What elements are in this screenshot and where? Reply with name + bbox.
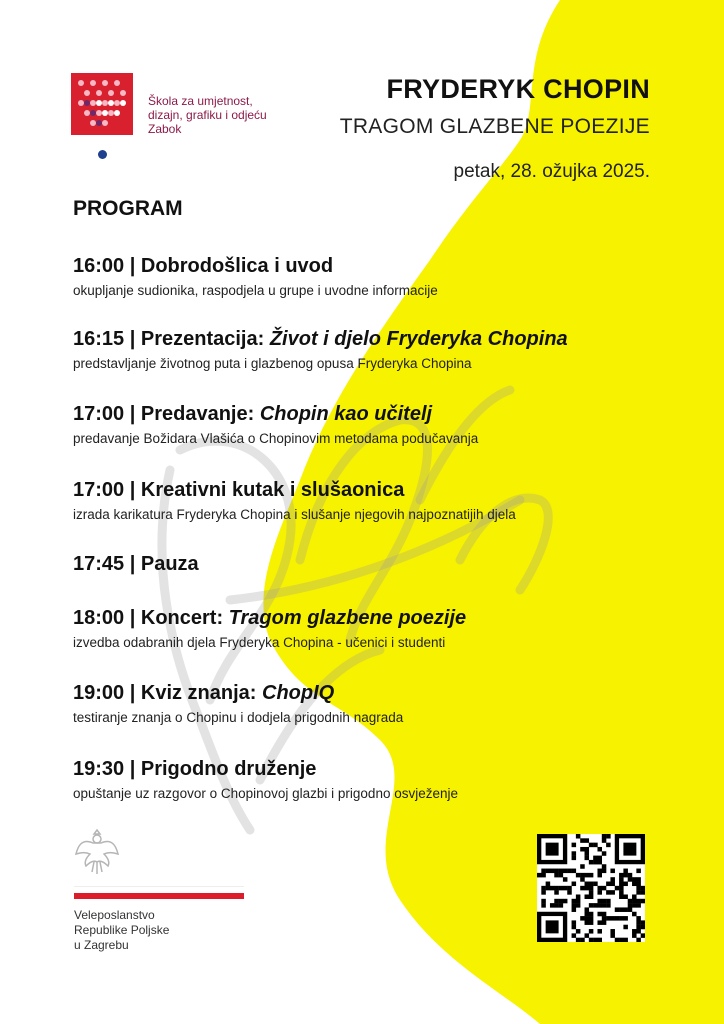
flag-white-stripe — [74, 886, 244, 893]
program-item — [73, 401, 673, 448]
logo-dot-pattern-icon — [71, 73, 133, 135]
program-item — [73, 605, 673, 652]
program-item-title: 19:00 | Kviz znanja: ChopIQ — [73, 682, 335, 704]
program-item — [73, 326, 673, 373]
program-item-desc: izvedba odabranih djela Fryderyka Chopina - učenici i studenti — [73, 635, 446, 650]
program-item — [73, 253, 673, 300]
embassy-line: Republike Poljske — [74, 923, 170, 937]
embassy-name — [74, 908, 224, 953]
program-item-title: 17:45 | Pauza — [73, 553, 199, 575]
qr-code-icon — [537, 834, 645, 942]
program-item-desc: testiranje znanja o Chopinu i dodjela prigodnih nagrada — [73, 710, 404, 725]
event-date: petak, 28. ožujka 2025. — [453, 161, 650, 182]
program-item-title: 16:00 | Dobrodošlica i uvod — [73, 255, 334, 277]
event-title: FRYDERYK CHOPIN — [386, 74, 650, 104]
program-item-desc: predavanje Božidara Vlašića o Chopinovim metodama podučavanja — [73, 431, 479, 446]
school-logo — [71, 73, 133, 135]
program-item-title: 18:00 | Koncert: Tragom glazbene poezije — [73, 607, 467, 629]
flag-red-stripe — [74, 893, 244, 899]
program-item-title: 17:00 | Kreativni kutak i slušaonica — [73, 479, 405, 501]
program-item — [73, 551, 673, 577]
program-item-desc: okupljanje sudionika, raspodjela u grupe i uvodne informacije — [73, 283, 438, 298]
program-item-title: 17:00 | Predavanje: Chopin kao učitelj — [73, 403, 433, 425]
program-item — [73, 680, 673, 727]
embassy-line: u Zagrebu — [74, 938, 129, 952]
program-heading: PROGRAM — [73, 197, 183, 220]
program-item — [73, 477, 673, 524]
event-subtitle: TRAGOM GLAZBENE POEZIJE — [339, 115, 650, 138]
school-name: Škola za umjetnost, dizajn, grafiku i odjeću Zabok — [148, 94, 267, 136]
embassy-line: Veleposlanstvo — [74, 908, 155, 922]
logo-accent-dot — [98, 150, 107, 159]
qr-code[interactable] — [537, 834, 645, 942]
program-item-title: 16:15 | Prezentacija: Život i djelo Fryderyka Chopina — [73, 328, 568, 350]
program-item-desc: opuštanje uz razgovor o Chopinovoj glazbi i prigodno osvježenje — [73, 786, 458, 801]
polish-eagle-icon — [74, 826, 120, 878]
program-item-title: 19:30 | Prigodno druženje — [73, 758, 317, 780]
polish-flag — [74, 886, 244, 898]
program-item-desc: predstavljanje životnog puta i glazbenog opusa Fryderyka Chopina — [73, 356, 472, 371]
program-item-desc: izrada karikatura Fryderyka Chopina i slušanje njegovih najpoznatijih djela — [73, 507, 516, 522]
program-item — [73, 756, 673, 803]
